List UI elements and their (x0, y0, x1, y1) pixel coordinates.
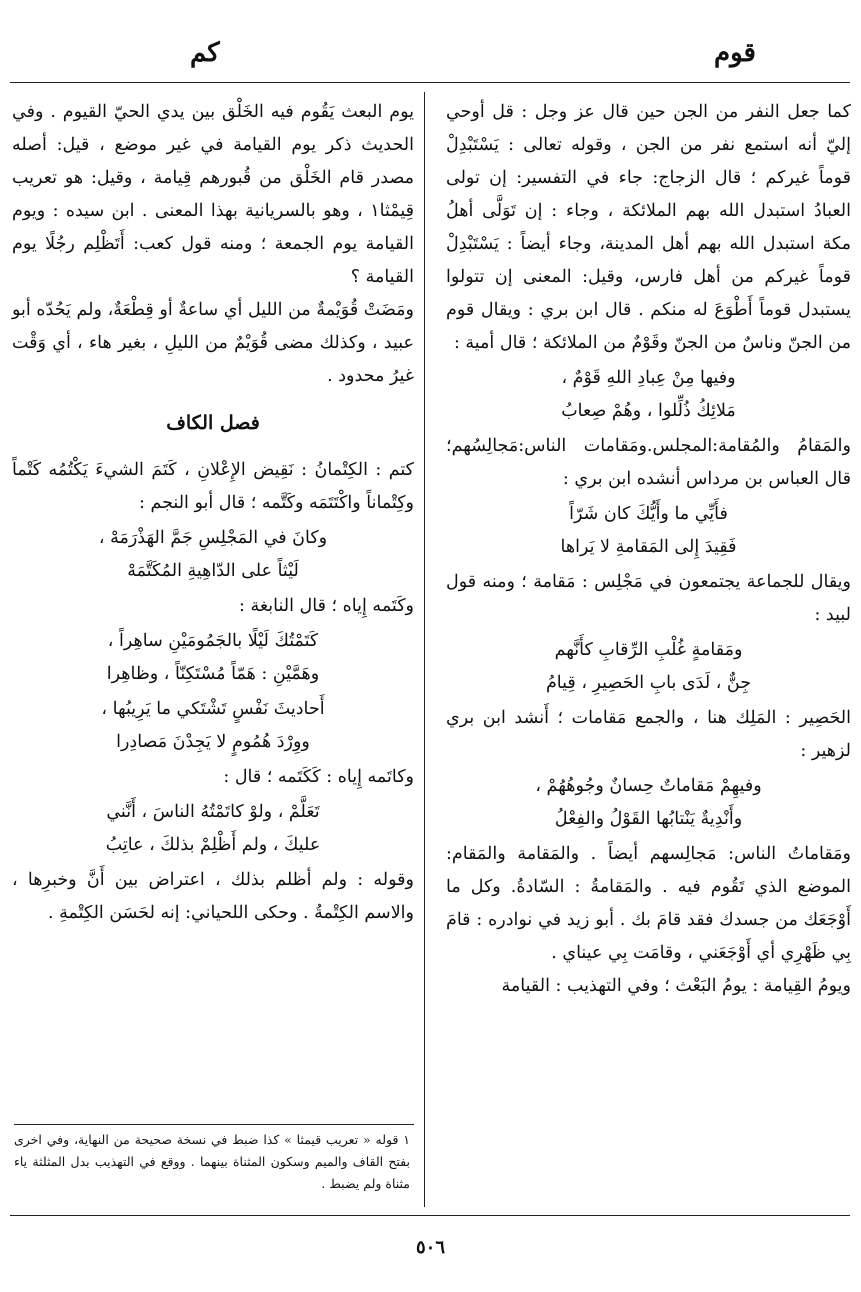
page-number: ٥٠٦ (415, 1237, 445, 1258)
verse-line: وفيهِمْ مَقاماتٌ حِسانٌ وجُوهُهُمْ ، (535, 776, 762, 796)
section-heading: فصل الكاف (166, 412, 260, 434)
right-column (446, 96, 851, 1003)
running-head-left: كم (190, 38, 220, 68)
verse-line: ومَقامةٍ غُلْبِ الرِّقابِ كأَنَّهم (554, 640, 743, 660)
footnote-rule (14, 1124, 414, 1125)
paragraph: الحَصِير : المَلِك هنا ، والجمع مَقامات ؛ أَنشد ابن بري لزهير : (446, 708, 851, 761)
left-column (12, 96, 414, 1131)
verse-line: ووِرْدَ هُمُومٍ لا يَجِدْنَ مَصادِرا (116, 732, 310, 752)
paragraph: ويومُ القِيامة : يومُ البَعْث ؛ وفي التهذيب : القيامة (501, 976, 851, 996)
verse-line: كَتَمْتُكَ لَيْلًا بالجَمُومَيْنِ ساهِراً ، (107, 631, 319, 651)
paragraph: كتم : الكِتْمانُ : نَقِيض الإِعْلانِ ، كَتَمَ الشيءَ يَكْتُمُه كَتْماً وكِتْماناً واكْتَتَمَه وكَتَّمه ؛ قال أبو النجم : (12, 460, 414, 513)
footer-rule (10, 1215, 850, 1216)
verse (12, 693, 414, 759)
verse (12, 625, 414, 691)
paragraph: والمَقامُ والمُقامة:المجلس.ومَقامات الناس:مَجالِسُهم؛ قال العباس بن مرداس أنشده ابن بري : (446, 436, 851, 489)
paragraph: ويقال للجماعة يجتمعون في مَجْلِس : مَقامة ؛ ومنه قول لبيد : (446, 572, 851, 625)
paragraph: وقوله : ولم أظلم بذلك ، اعتراض بين أَنَّ وخبرِها ، والاسم الكِتْمةُ . وحكى اللحياني: إنه لحَسَن الكِتْمةِ . (12, 870, 414, 923)
paragraph: ومَقاماتُ الناس: مَجالِسهم أيضاً . والمَقامة والمَقام: الموضع الذي تَقُوم فيه . والمَقامةُ : السّادةُ. وكل ما أَوْجَعَك من جسدك فقد قامَ بك . أبو زيد في نوادره : قامَ بِي ظَهْرِي أي أَوْجَعَني ، وقامَت بِي عيناي . (446, 844, 851, 963)
verse-line: فَقِيدَ إِلى المَقامةِ لا يَراها (560, 537, 737, 557)
verse (446, 770, 851, 836)
verse (446, 634, 851, 700)
verse-line: فأَيِّي ما وأَيُّكَ كان شَرّاً (569, 504, 728, 524)
paragraph: وكَتَمه إِياه ؛ قال النابغة : (239, 596, 414, 616)
verse-line: وكانَ في المَجْلِسِ جَمَّ الهَذْرَمَهْ ، (98, 528, 328, 548)
verse-line: وهَمَّيْنِ : هَمّاً مُسْتَكِنّاً ، وظاهِرا (106, 664, 320, 684)
running-head-right: قوم (714, 38, 756, 68)
verse-line: وفيها مِنْ عِبادِ اللهِ قَوْمٌ ، (561, 368, 736, 388)
paragraph: وكاتَمه إِياه : كَكَتَمه ؛ قال : (223, 767, 414, 787)
paragraph: ومَضَتْ قُوَيْمةٌ من الليل أي ساعةٌ أو قِطْعَةٌ، ولم يَحُدّه أبو عبيد ، وكذلك مضى قُوَيْمٌ من الليلِ ، بغير هاء ، أي وَقْت غيرُ محدود . (12, 300, 414, 386)
verse (446, 362, 851, 428)
paragraph: يوم البعث يَقُوم فيه الخَلْق بين يدي الحيّ القيوم . وفي الحديث ذكر يوم القيامة في غير موضع ، قيل: أصله مصدر قام الخَلْق من قُبورهم قِيامة ، وقيل: هو تعريب قِيمْثا١ ، وهو بالسريانية بهذا المعنى . ابن سيده : ويوم القيامة يوم الجمعة ؛ ومنه قول كعب: أَتَظْلِم رجُلًا يوم القيامة ؟ (12, 102, 414, 287)
verse (12, 796, 414, 862)
header-rule (10, 82, 850, 83)
paragraph: كما جعل النفر من الجن حين قال عز وجل : قل أوحي إليّ أنه استمع نفر من الجن ، وقوله تعالى : يَسْتَبْدِلْ قوماً غيركم ؛ قال الزجاج: جاء في التفسير: إن تولى العبادُ استبدل الله بهم الملائكة ، وجاء : إن تَوَلَّى أهلُ مكة استبدل الله بهم أهل المدينة، وجاء أيضاً : يَسْتَبْدِلْ قوماً غيركم من أهل فارس، وقيل: المعنى إن تتولوا يستبدل قوماً أَطْوَعَ له منكم . قال ابن بري : ويقال قوم من الجنّ وناسٌ من الجنّ وقَوْمٌ من الملائكة ؛ قال أمية : (446, 102, 851, 353)
footnote: ١ قوله « تعريب قيمثا » كذا ضبط في نسخة صحيحة من النهاية، وفي اخرى بفتح القاف والميم وسكون المثناة بينهما . ووقع في التهذيب بدل المثلثة ياء مثناة ولم يضبط . (14, 1132, 410, 1191)
verse (12, 522, 414, 588)
verse (446, 498, 851, 564)
verse-line: عليكَ ، ولم أَظْلِمْ بذلكَ ، عاتِبُ (105, 835, 321, 855)
verse-line: لَيْثاً على الدّاهِيةِ المُكَتَّمَهْ (127, 561, 299, 581)
verse-line: جِنٌّ ، لَدَى بابِ الحَصِيرِ ، قِيامُ (545, 673, 752, 693)
column-divider (424, 92, 425, 1207)
verse-line: وأَنْدِيةٌ يَنْتابُها القَوْلُ والفِعْلُ (554, 809, 743, 829)
verse-line: مَلائِكُ ذُلِّلوا ، وهُمْ صِعابُ (561, 401, 736, 421)
verse-line: أَحاديثَ نَفْسٍ تَشْتَكي ما يَرِيبُها ، (101, 699, 325, 719)
verse-line: تَعَلَّمْ ، ولوْ كاتَمْتُهُ الناسَ ، أَنَّني (106, 802, 320, 822)
